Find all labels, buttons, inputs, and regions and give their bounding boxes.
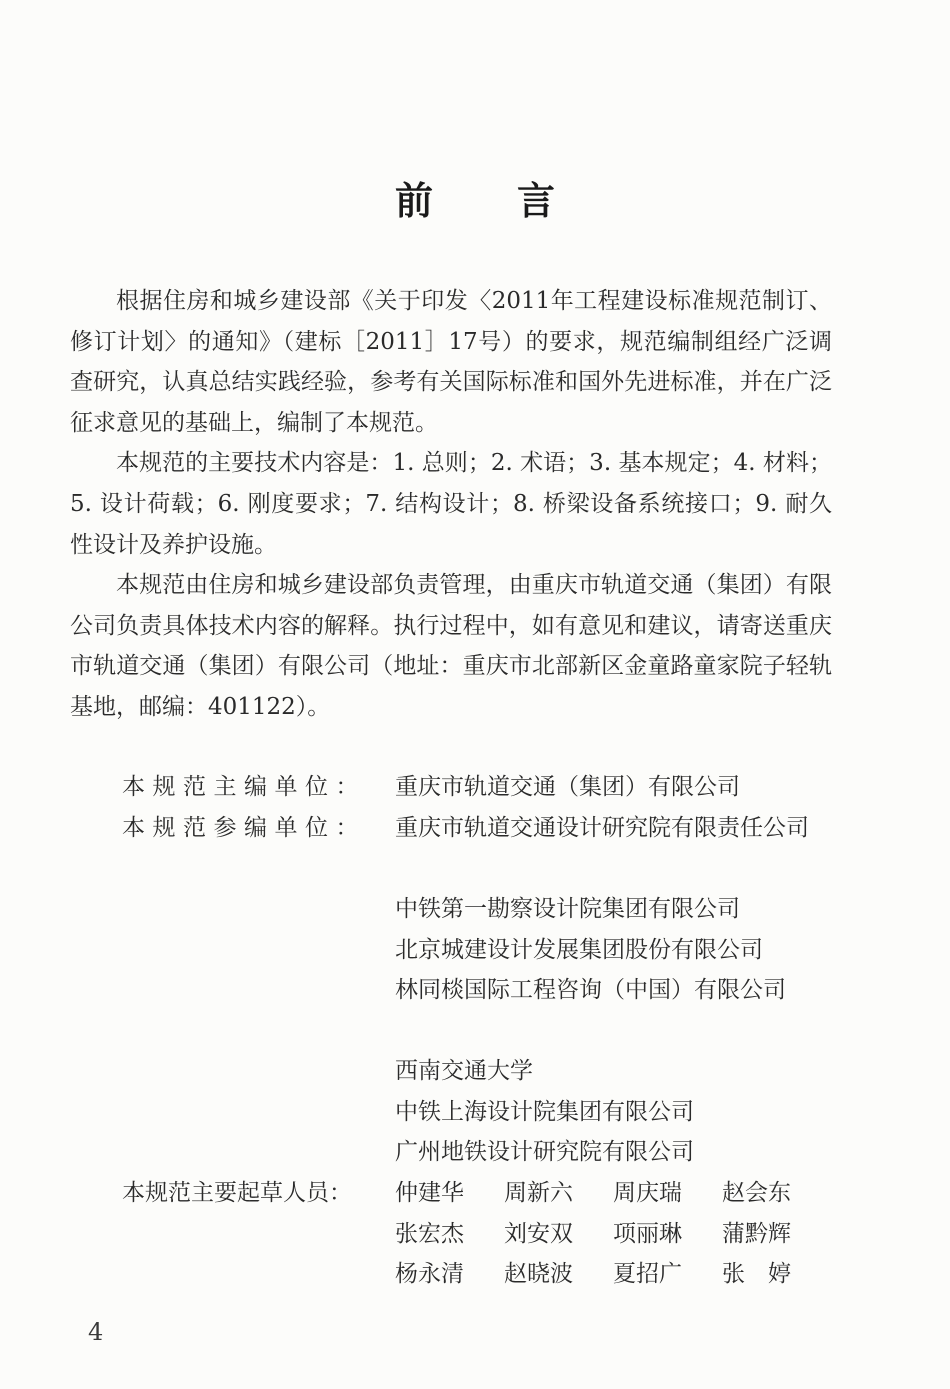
participating-unit: 中铁第一勘察设计院集团有限公司 [395, 896, 740, 922]
drafters-row [395, 1254, 831, 1295]
drafter-name: 张宏杰 [395, 1221, 464, 1247]
participating-unit: 林同棪国际工程咨询（中国）有限公司 [395, 977, 786, 1003]
drafter-name: 项丽琳 [613, 1221, 682, 1247]
drafters-label: 本规范主要起草人员： [122, 1180, 352, 1206]
participating-unit: 西南交通大学 [395, 1058, 533, 1084]
chief-editor-label: 本规范主编单位： [122, 774, 366, 800]
foreword-body [70, 281, 832, 728]
drafter-name: 刘安双 [504, 1221, 573, 1247]
drafter-name: 赵会东 [722, 1180, 791, 1206]
drafter-name: 张 婷 [722, 1261, 791, 1287]
drafter-name: 赵晓波 [504, 1261, 573, 1287]
drafter-name: 夏招广 [613, 1261, 682, 1287]
participating-unit: 中铁上海设计院集团有限公司 [395, 1099, 694, 1125]
drafters-row [395, 1173, 831, 1214]
title-char-2: 言 [517, 178, 556, 223]
participating-unit: 广州地铁设计研究院有限公司 [395, 1139, 694, 1165]
participating-unit: 重庆市轨道交通设计研究院有限责任公司 [395, 815, 809, 841]
chief-editor-unit: 重庆市轨道交通（集团）有限公司 [395, 774, 740, 800]
drafter-name: 蒲黔辉 [722, 1221, 791, 1247]
page-title [0, 170, 950, 225]
page-number: 4 [88, 1318, 104, 1346]
drafter-name: 周庆瑞 [613, 1180, 682, 1206]
paragraph-management: 本规范由住房和城乡建设部负责管理，由重庆市轨道交通（集团）有限公司负责具体技术内容的解释。执行过程中，如有意见和建议，请寄送重庆市轨道交通（集团）有限公司（地址：重庆市北部新区金童路童家院子轻轨基地，邮编：401122）。 [70, 572, 832, 720]
drafter-name: 杨永清 [395, 1261, 464, 1287]
title-char-1: 前 [394, 178, 433, 223]
paragraph-contents: 本规范的主要技术内容是：1. 总则；2. 术语；3. 基本规定；4. 材料；5. 设计荷载；6. 刚度要求；7. 结构设计；8. 桥梁设备系统接口；9. 耐久性设计及养护设施。 [70, 450, 832, 558]
participating-label: 本规范参编单位： [122, 815, 366, 841]
drafter-name: 仲建华 [395, 1180, 464, 1206]
drafter-name: 周新六 [504, 1180, 573, 1206]
drafters-row [395, 1214, 831, 1255]
participating-unit: 北京城建设计发展集团股份有限公司 [395, 937, 763, 963]
paragraph-basis: 根据住房和城乡建设部《关于印发〈2011年工程建设标准规范制订、修订计划〉的通知》（建标［2011］17号）的要求，规范编制组经广泛调查研究，认真总结实践经验，参考有关国际标准和国外先进标准，并在广泛征求意见的基础上，编制了本规范。 [70, 288, 832, 436]
